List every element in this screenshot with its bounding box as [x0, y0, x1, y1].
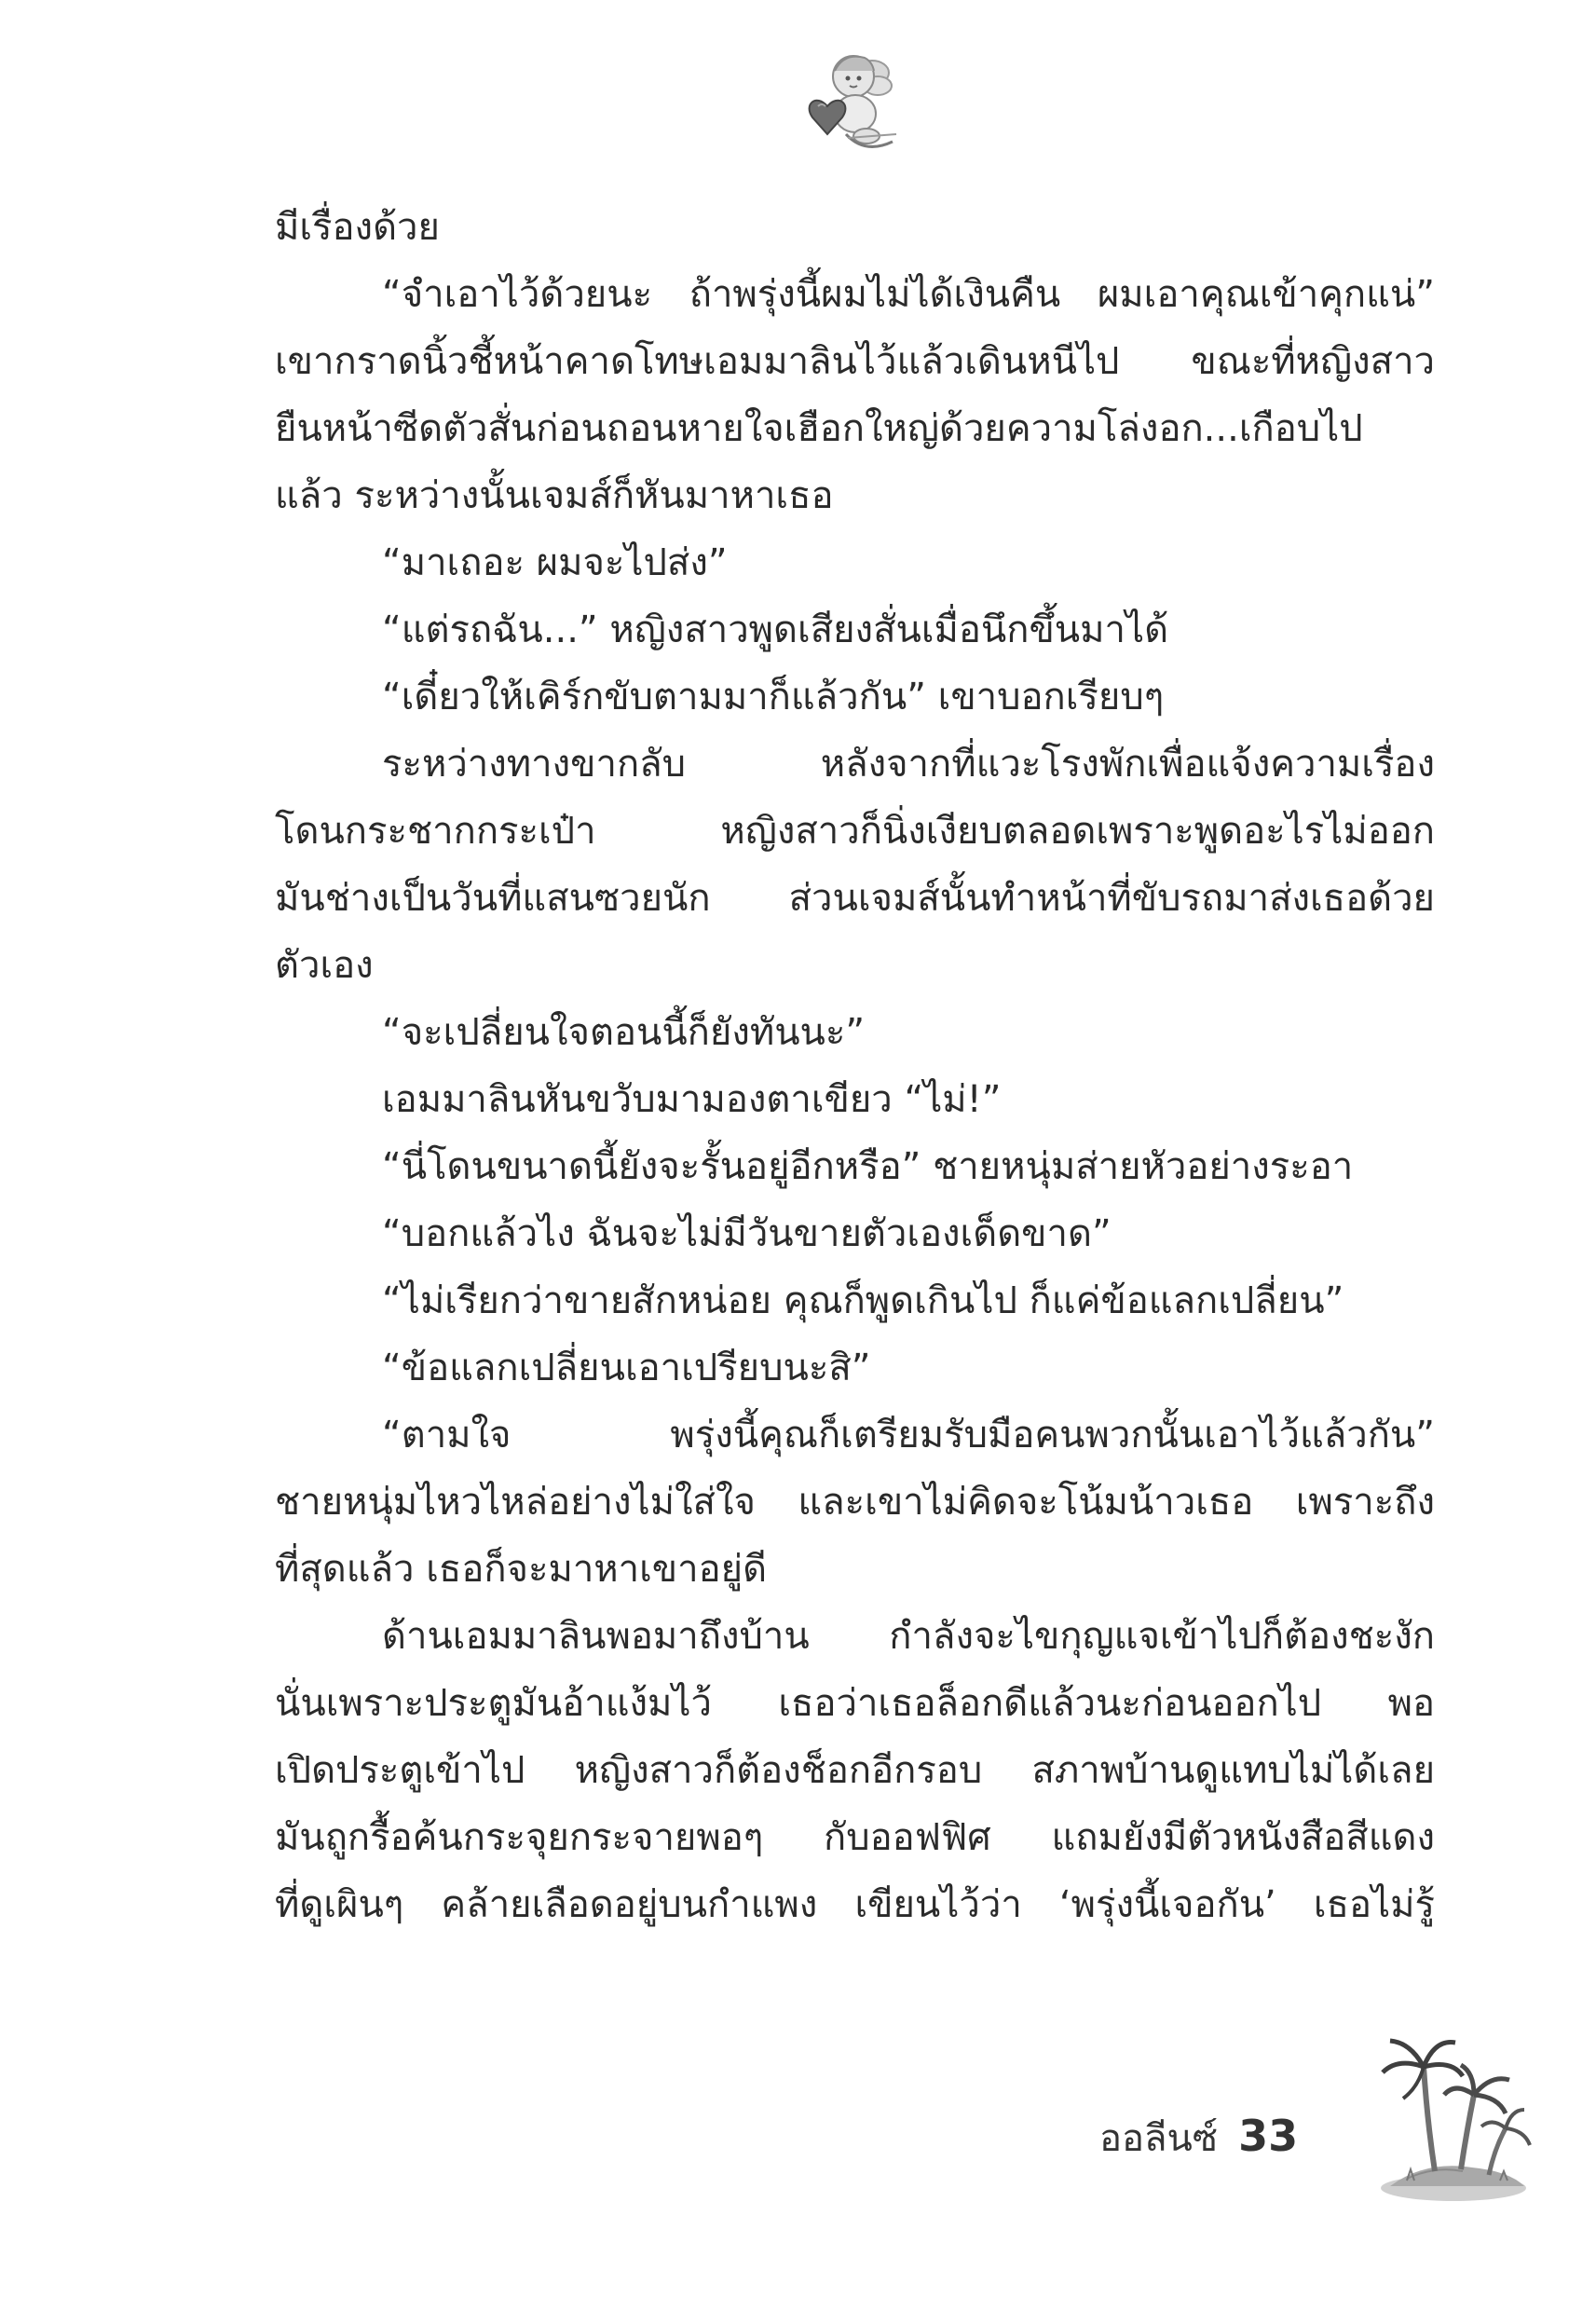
book-title: ออลีนซ์ [1099, 2117, 1219, 2160]
text-line: นั่นเพราะประตูมันอ้าแง้มไว้ เธอว่าเธอล็อกดีแล้วนะก่อนออกไป พอ [275, 1682, 1435, 1725]
text-line: “เดี๋ยวให้เคิร์กขับตามมาก็แล้วกัน” เขาบอกเรียบๆ [382, 676, 1165, 718]
text-line: ด้านเอมมาลินพอมาถึงบ้าน กำลังจะไขกุญแจเข้าไปก็ต้องชะงัก [382, 1615, 1435, 1658]
palm-island-icon [1370, 2030, 1537, 2207]
text-line: “จะเปลี่ยนใจตอนนี้ก็ยังทันนะ” [382, 1011, 866, 1054]
text-line: “แต่รถฉัน...” หญิงสาวพูดเสียงสั่นเมื่อนึกขึ้นมาได้ [382, 609, 1169, 651]
text-line: เอมมาลินหันขวับมามองตาเขียว “ไม่!” [382, 1078, 1002, 1121]
text-line: ชายหนุ่มไหวไหล่อย่างไม่ใส่ใจ และเขาไม่คิดจะโน้มน้าวเธอ เพราะถึง [275, 1481, 1435, 1524]
text-line: “มาเถอะ ผมจะไปส่ง” [382, 541, 728, 584]
text-line: ที่สุดแล้ว เธอก็จะมาหาเขาอยู่ดี [275, 1548, 768, 1591]
text-line: “ตามใจ พรุ่งนี้คุณก็เตรียมรับมือคนพวกนั้นเอาไว้แล้วกัน” [382, 1414, 1435, 1456]
text-line: มันถูกรื้อค้นกระจุยกระจายพอๆ กับออฟฟิศ แถมยังมีตัวหนังสือสีแดง [275, 1816, 1435, 1859]
text-line: “จำเอาไว้ด้วยนะ ถ้าพรุ่งนี้ผมไม่ได้เงินคืน ผมเอาคุณเข้าคุกแน่” [382, 273, 1435, 316]
page-footer [1099, 2108, 1298, 2173]
text-line: มันช่างเป็นวันที่แสนซวยนัก ส่วนเจมส์นั้นทำหน้าที่ขับรถมาส่งเธอด้วย [275, 877, 1435, 920]
text-line: “นี่โดนขนาดนี้ยังจะรั้นอยู่อีกหรือ” ชายหนุ่มส่ายหัวอย่างระอา [382, 1145, 1354, 1188]
text-line: ยืนหน้าซีดตัวสั่นก่อนถอนหายใจเฮือกใหญ่ด้วยความโล่งอก...เกือบไป [275, 407, 1363, 450]
text-line: ระหว่างทางขากลับ หลังจากที่แวะโรงพักเพื่อแจ้งความเรื่อง [382, 743, 1435, 786]
text-line: เปิดประตูเข้าไป หญิงสาวก็ต้องช็อกอีกรอบ สภาพบ้านดูแทบไม่ได้เลย [275, 1749, 1435, 1792]
text-line: ตัวเอง [275, 944, 374, 987]
text-line: เขากราดนิ้วชี้หน้าคาดโทษเอมมาลินไว้แล้วเดินหนีไป ขณะที่หญิงสาว [275, 340, 1435, 383]
text-line: “ข้อแลกเปลี่ยนเอาเปรียบนะสิ” [382, 1347, 871, 1389]
text-line: “ไม่เรียกว่าขายสักหน่อย คุณก็พูดเกินไป ก็แค่ข้อแลกเปลี่ยน” [382, 1279, 1344, 1322]
cupid-with-heart-icon [799, 45, 902, 157]
text-line: โดนกระชากกระเป๋า หญิงสาวก็นิ่งเงียบตลอดเพราะพูดอะไรไม่ออก [275, 810, 1435, 853]
body-text [275, 194, 1435, 1938]
text-line: ที่ดูเผินๆ คล้ายเลือดอยู่บนกำแพง เขียนไว้ว่า ‘พรุ่งนี้เจอกัน’ เธอไม่รู้ [275, 1883, 1435, 1926]
text-line: มีเรื่องด้วย [275, 206, 440, 249]
text-line: แล้ว ระหว่างนั้นเจมส์ก็หันมาหาเธอ [275, 474, 834, 517]
text-line: “บอกแล้วไง ฉันจะไม่มีวันขายตัวเองเด็ดขาด” [382, 1212, 1112, 1255]
page-number: 33 [1238, 2111, 1299, 2161]
